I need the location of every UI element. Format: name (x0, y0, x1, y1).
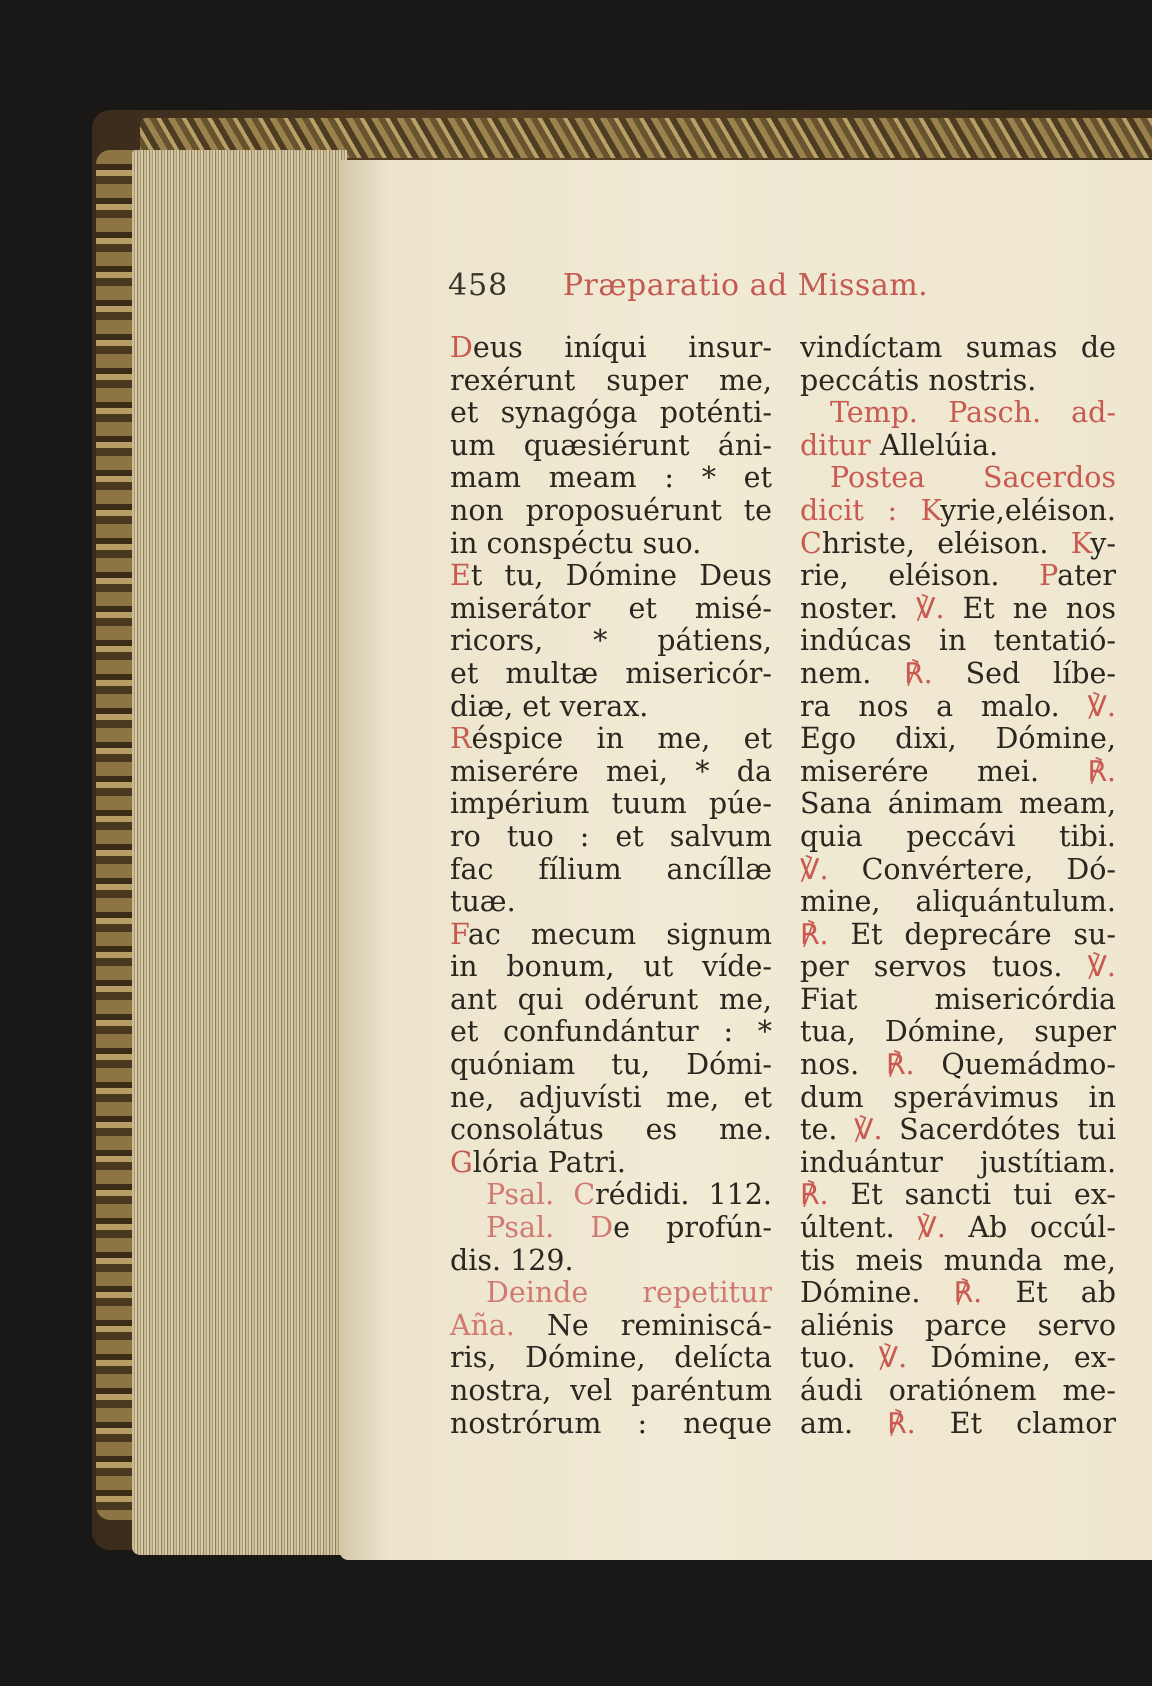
response-icon: ℟. (904, 656, 933, 690)
response-icon: ℟. (887, 1406, 916, 1440)
text-line (800, 756, 1116, 789)
line-text: Et ab (1015, 1276, 1116, 1310)
line-text: yrie,eléison. (940, 493, 1116, 527)
versicle-icon: ℣. (878, 1341, 908, 1375)
text-line: vindíctam sumas de (800, 331, 1116, 364)
text-line: ricors, * pátiens, (450, 624, 772, 658)
line-text: lória Patri. (472, 1145, 626, 1179)
text-line: dum sperávimus in (800, 1080, 1116, 1114)
line-text: rie, eléison. (800, 559, 1000, 593)
text-line: quia peccávi tibi. (800, 819, 1116, 853)
page-number: 458 (448, 268, 509, 303)
line-text: eus iníqui insur- (472, 331, 772, 364)
versicle-icon: ℣. (854, 1113, 883, 1147)
text-line (450, 1212, 772, 1245)
versicle-icon: ℣. (1087, 689, 1116, 723)
text-line: miserére mei, * da (450, 754, 772, 788)
text-line: ne, adjuvísti me, et (450, 1080, 772, 1114)
red-initial: E (450, 559, 471, 593)
red-initial: G (450, 1145, 473, 1179)
versicle-icon: ℣. (800, 852, 829, 886)
text-line (450, 919, 772, 952)
line-text: noster. (800, 591, 899, 625)
text-line (450, 1147, 772, 1180)
text-line: nostra, vel paréntum (450, 1374, 772, 1407)
text-line: miserátor et misé- (450, 591, 772, 625)
text-line: tuæ. (450, 885, 516, 919)
text-line (800, 528, 1116, 561)
text-line: Sana ánimam meam, (800, 787, 1116, 821)
line-text: ra nos a malo. (800, 689, 1060, 723)
text-line (800, 658, 1116, 691)
text-line (450, 1310, 772, 1343)
text-line: Fiat misericórdia (800, 982, 1116, 1016)
red-initial: R (450, 722, 472, 756)
line-text: Quemádmo- (941, 1048, 1116, 1082)
line-text: Convértere, Dó- (861, 852, 1117, 886)
rubric-text: dicit : K (800, 493, 941, 527)
text-line: peccátis nostris. (800, 363, 1037, 397)
text-line: fac fílium ancíllæ (450, 852, 772, 886)
line-text: éspice in me, et (471, 722, 772, 756)
right-column (800, 332, 1116, 1440)
red-initial: K (1070, 526, 1091, 560)
text-line (450, 332, 772, 365)
text-line: um quæsiérunt áni- (450, 428, 772, 462)
text-line: consolátus es me. (450, 1113, 772, 1147)
text-line (800, 951, 1116, 984)
text-line: indúcas in tentatió- (800, 624, 1116, 658)
rubric-text: ditur (800, 428, 871, 462)
text-line: tua, Dómine, super (800, 1015, 1116, 1049)
text-line (450, 1179, 772, 1212)
text-line (800, 854, 1116, 887)
rubric-text: Aña. (450, 1308, 515, 1342)
line-text: hriste, eléison. (821, 526, 1049, 560)
text-line (800, 1277, 1116, 1310)
line-text: Ab occúl- (968, 1211, 1117, 1245)
line-text: Sed líbe- (965, 656, 1117, 690)
text-line (800, 919, 1116, 952)
versicle-icon: ℣. (915, 591, 945, 625)
text-line (800, 430, 1116, 463)
text-line: in conspéctu suo. (450, 526, 702, 560)
rubric-line: Temp. Pasch. ad- (830, 396, 1116, 430)
text-line: mine, aliquántulum. (800, 885, 1116, 919)
rubric-text: repetitur (642, 1276, 772, 1310)
text-line (800, 691, 1116, 724)
line-text: y- (1090, 526, 1116, 560)
line-text: últent. (800, 1211, 895, 1245)
text-line (800, 1408, 1116, 1441)
text-line: et multæ misericór- (450, 656, 772, 690)
rubric-line: Postea Sacerdos (830, 461, 1116, 495)
line-text: nos. (800, 1048, 860, 1082)
line-text: Et deprecáre su- (850, 917, 1116, 951)
line-text: nem. (800, 656, 872, 690)
text-line: diæ, et verax. (450, 689, 649, 723)
text-line (800, 1114, 1116, 1147)
line-text: Et sancti tui ex- (850, 1178, 1116, 1212)
left-column (450, 332, 772, 1440)
text-line: ris, Dómine, delícta (450, 1341, 772, 1375)
text-line: Ego dixi, Dómine, (800, 722, 1116, 756)
line-text: Sacerdótes tui (899, 1113, 1117, 1147)
line-text: tuo. (800, 1341, 856, 1375)
line-text: t tu, Dómine Deus (470, 559, 772, 593)
response-icon: ℟. (885, 1048, 915, 1082)
line-text: Et clamor (949, 1406, 1116, 1440)
text-line: et confundántur : * (450, 1015, 772, 1049)
text-line: áudi oratiónem me- (800, 1374, 1116, 1407)
page-stack-edges (132, 150, 347, 1555)
line-text: te. (800, 1113, 838, 1147)
text-line: quóniam tu, Dómi- (450, 1048, 772, 1082)
text-line (800, 560, 1116, 593)
line-text: e profún- (613, 1211, 772, 1245)
response-icon: ℟. (1087, 754, 1116, 788)
text-line (800, 1049, 1116, 1082)
red-initial: D (450, 331, 473, 364)
line-text: Dómine, ex- (930, 1341, 1117, 1375)
red-initial: C (800, 526, 822, 560)
text-line: dis. 129. (450, 1243, 574, 1277)
versicle-icon: ℣. (1087, 950, 1116, 984)
text-line (450, 1277, 772, 1310)
line-text: per servos tuos. (800, 950, 1063, 984)
text-line: tis meis munda me, (800, 1243, 1116, 1277)
response-icon: ℟. (800, 1178, 829, 1212)
rubric-text: Psal. D (486, 1211, 614, 1245)
versicle-icon: ℣. (917, 1211, 946, 1245)
text-line: ro tuo : et salvum (450, 819, 772, 853)
line-text: Allelúia. (879, 428, 999, 462)
line-text: Et ne nos (962, 591, 1116, 625)
running-header (448, 268, 928, 303)
text-line: impérium tuum púe- (450, 787, 772, 821)
response-icon: ℟. (953, 1276, 983, 1310)
response-icon: ℟. (800, 917, 829, 951)
text-line: mam meam : * et (450, 461, 772, 495)
line-text: Dómine. (800, 1276, 921, 1310)
text-line (800, 1342, 1116, 1375)
text-line: et synagóga poténti- (450, 396, 772, 430)
line-text: miserére mei. (800, 754, 1040, 788)
red-initial: P (1039, 559, 1058, 593)
line-text: ac mecum signum (467, 917, 772, 951)
text-line (800, 593, 1116, 626)
text-line (450, 560, 772, 593)
text-line (800, 1179, 1116, 1212)
text-line: in bonum, ut víde- (450, 950, 772, 984)
line-text: ater (1057, 559, 1117, 593)
red-initial: F (450, 917, 468, 951)
text-line: aliénis parce servo (800, 1308, 1116, 1342)
line-text: Ne reminiscá- (546, 1308, 773, 1342)
text-line: rexérunt super me, (450, 363, 772, 397)
text-line (800, 1212, 1116, 1245)
text-line: induántur justítiam. (800, 1145, 1116, 1179)
text-line: nostrórum : neque (450, 1406, 772, 1440)
text-line (800, 495, 1116, 528)
text-line: ant qui odérunt me, (450, 982, 772, 1016)
text-line (450, 723, 772, 756)
rubric-text: Psal. C (486, 1178, 596, 1212)
line-text: rédidi. 112. (595, 1178, 772, 1212)
rubric-text: Deinde (486, 1276, 589, 1310)
running-title: Præparatio ad Missam. (562, 268, 929, 303)
text-line: non proposuérunt te (450, 493, 772, 527)
line-text: am. (800, 1406, 854, 1440)
